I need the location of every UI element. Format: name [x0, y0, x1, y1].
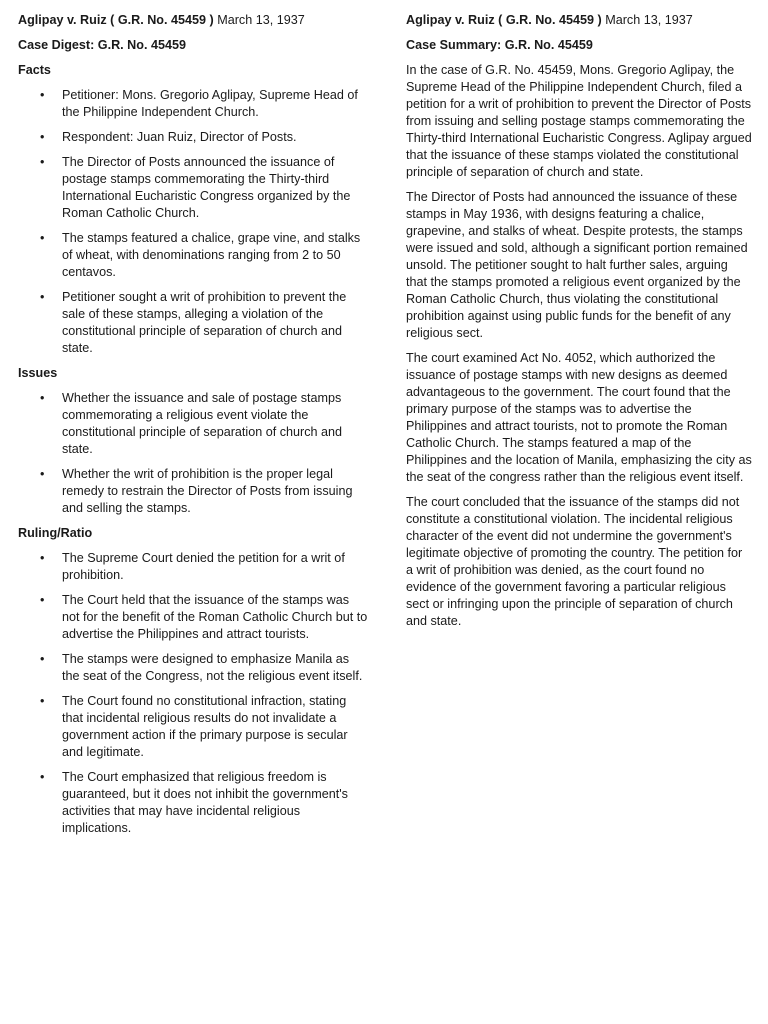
- list-item: • Petitioner: Mons. Gregorio Aglipay, Supreme Head of the Philippine Independent Church.: [40, 88, 358, 119]
- list-item: • The Director of Posts announced the issuance of postage stamps commemorating the Thirty-third International Eucharistic Congress organized by the Roman Catholic Church.: [40, 155, 351, 220]
- facts-list: [18, 87, 368, 357]
- summary-title: [406, 12, 752, 29]
- digest-title-case: Aglipay v. Ruiz ( G.R. No. 45459 ): [18, 13, 214, 27]
- ruling-heading: Ruling/Ratio: [18, 526, 93, 540]
- bullet-icon: •: [40, 694, 45, 708]
- summary-title-date: March 13, 1937: [601, 13, 693, 27]
- list-item: • The Supreme Court denied the petition for a writ of prohibition.: [40, 551, 345, 582]
- digest-title: [18, 12, 368, 29]
- bullet-icon: •: [40, 467, 45, 481]
- bullet-icon: •: [40, 88, 45, 102]
- list-item: • The stamps featured a chalice, grape vine, and stalks of wheat, with denominations ranging from 2 to 50 centavos.: [40, 231, 361, 279]
- list-item: • Respondent: Juan Ruiz, Director of Posts.: [40, 130, 297, 144]
- bullet-icon: •: [40, 770, 45, 784]
- facts-heading: Facts: [18, 63, 51, 77]
- summary-title-case: Aglipay v. Ruiz ( G.R. No. 45459 ): [406, 13, 602, 27]
- bullet-icon: •: [40, 593, 45, 607]
- summary-paragraph: The court concluded that the issuance of the stamps did not constitute a constitutional violation. The incidental religious character of the event did not undermine the government's legitimate objective of promoting the country. The petition for a writ of prohibition was denied, as the court found no evidence of the government favoring a particular religious sect or infringing upon the principle of separation of church and state.: [406, 495, 743, 628]
- list-item: • Whether the writ of prohibition is the proper legal remedy to restrain the Director of Posts from issuing and selling the stamps.: [40, 467, 353, 515]
- issues-list: [18, 390, 368, 517]
- case-digest-column: [18, 12, 368, 845]
- summary-paragraph: The court examined Act No. 4052, which authorized the issuance of postage stamps with new designs as deemed advantageous to the government. The court found that the primary purpose of the stamps was to advertise the Philippines and attract tourists, not to promote the Roman Catholic Church. The stamps featured a map of the Philippines and the location of Manila, emphasizing the city as the seat of the congress rather than the religious event itself.: [406, 351, 752, 484]
- digest-subtitle: Case Digest: G.R. No. 45459: [18, 38, 186, 52]
- bullet-icon: •: [40, 231, 45, 245]
- list-item: • The stamps were designed to emphasize Manila as the seat of the Congress, not the religious event itself.: [40, 652, 363, 683]
- digest-title-date: March 13, 1937: [213, 13, 305, 27]
- case-summary-column: [406, 12, 752, 638]
- ruling-list: [18, 550, 368, 837]
- bullet-icon: •: [40, 130, 45, 144]
- bullet-icon: •: [40, 391, 45, 405]
- list-item: • The Court found no constitutional infraction, stating that incidental religious results do not invalidate a government action if the primary purpose is secular and legitimate.: [40, 694, 348, 759]
- bullet-icon: •: [40, 155, 45, 169]
- issues-heading: Issues: [18, 366, 58, 380]
- summary-paragraph: The Director of Posts had announced the issuance of these stamps in May 1936, with designs featuring a chalice, grapevine, and stalks of wheat. Despite protests, the stamps were issued and sold, although a significant portion remained unsold. The petitioner sought to halt further sales, arguing that the stamps promoted a religious event organized by the Roman Catholic Church, thus violating the constitutional prohibition against using public funds for the benefit of any religious sect.: [406, 190, 748, 340]
- list-item: • Petitioner sought a writ of prohibition to prevent the sale of these stamps, alleging a violation of the constitutional principle of separation of church and state.: [40, 290, 347, 355]
- list-item: • Whether the issuance and sale of postage stamps commemorating a religious event violate the constitutional principle of separation of church and state.: [40, 391, 343, 456]
- bullet-icon: •: [40, 652, 45, 666]
- bullet-icon: •: [40, 551, 45, 565]
- list-item: • The Court held that the issuance of the stamps was not for the benefit of the Roman Catholic Church but to advertise the Philippines and attract tourists.: [40, 593, 368, 641]
- list-item: • The Court emphasized that religious freedom is guaranteed, but it does not inhibit the government's activities that may have incidental religious implications.: [40, 770, 348, 835]
- summary-subtitle: Case Summary: G.R. No. 45459: [406, 38, 593, 52]
- bullet-icon: •: [40, 290, 45, 304]
- summary-paragraph: In the case of G.R. No. 45459, Mons. Gregorio Aglipay, the Supreme Head of the Philippine Independent Church, filed a petition for a writ of prohibition to prevent the Director of Posts from issuing and selling postage stamps commemorating the Thirty-third International Eucharistic Congress. Aglipay argued that the issuance of these stamps violated the constitutional principle of separation of church and state.: [406, 63, 752, 179]
